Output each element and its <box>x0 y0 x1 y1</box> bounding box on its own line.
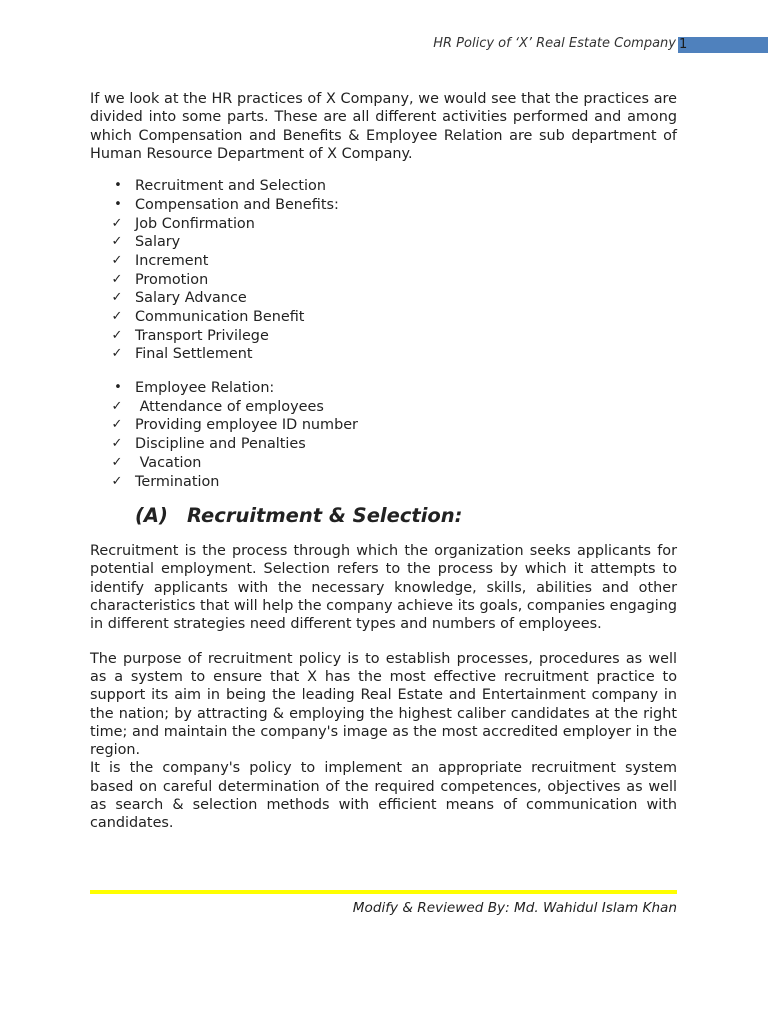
header-title: HR Policy of ‘X’ Real Estate Company <box>433 36 676 51</box>
list-item <box>90 398 677 417</box>
list-item-text: Job Confirmation <box>135 215 255 232</box>
list-item-text: Providing employee ID number <box>135 417 358 434</box>
list-item-text: Attendance of employees <box>135 398 324 415</box>
page-number: 1 <box>678 37 768 53</box>
bullet-icon: • <box>114 380 122 396</box>
page-header <box>0 36 768 54</box>
list-item <box>90 252 677 271</box>
checkmark-icon: ✓ <box>111 327 123 343</box>
checkmark-icon: ✓ <box>111 252 123 268</box>
checkmark-icon: ✓ <box>111 309 123 324</box>
list-item <box>90 215 677 234</box>
checkmark-icon: ✓ <box>111 417 123 433</box>
bullet-icon: • <box>114 196 122 212</box>
list-item <box>90 454 677 473</box>
list-item <box>90 473 677 492</box>
intro-paragraph: If we look at the HR practices of X Company, we would see that the practices are divided into some parts. These are all different activities performed and among which Compensation and Benefits & Employee Relation are sub department of Human Resource Department of X Company. <box>90 91 677 162</box>
list-item-text: Vacation <box>135 454 202 471</box>
checkmark-icon: ✓ <box>111 234 123 250</box>
list-item-text: Final Settlement <box>135 346 253 363</box>
section-heading <box>135 503 677 529</box>
checkmark-icon: ✓ <box>111 215 123 231</box>
purpose-paragraph: The purpose of recruitment policy is to establish processes, procedures as well as a system to ensure that X has the most effective recruitment practice to support its aim in being the leading Real Estate and Entertainment company in the nation; by attracting & employing the highest caliber candidates at the right time; and maintain the company's image as the most accredited employer in the region. <box>90 650 677 759</box>
checkmark-icon: ✓ <box>111 290 123 306</box>
list-item-text: Communication Benefit <box>135 309 305 325</box>
checkmark-icon: ✓ <box>111 454 123 470</box>
list-item-text: Employee Relation: <box>135 380 275 397</box>
list-item <box>90 308 677 327</box>
list-item <box>90 379 677 398</box>
section-number: (A) <box>135 504 168 528</box>
list-item-text: Salary <box>135 234 181 251</box>
footer-credit: Modify & Reviewed By: Md. Wahidul Islam Khan <box>352 900 677 916</box>
list-item-text: Discipline and Penalties <box>135 436 306 453</box>
list-item-text: Termination <box>135 473 220 490</box>
list-item <box>90 271 677 290</box>
recruitment-paragraph: Recruitment is the process through which the organization seeks applicants for potential employment. Selection refers to the process by which it attempts to identify applicants with the necessary knowledge, skills, abilities and other characteristics that will help the company achieve its goals, companies engaging in different strategies need different types and numbers of employees. <box>90 543 677 633</box>
page-body <box>90 90 677 833</box>
list-item <box>90 196 677 215</box>
list-item <box>90 177 677 196</box>
list-item-text: Salary Advance <box>135 290 247 307</box>
bullet-icon: • <box>114 178 122 194</box>
list-item-text: Recruitment and Selection <box>135 178 326 195</box>
list-item-text: Promotion <box>135 271 209 288</box>
list-item <box>90 327 677 346</box>
list-item <box>90 345 677 364</box>
list-item <box>90 416 677 435</box>
list-item-text: Transport Privilege <box>135 327 269 344</box>
section-title: Recruitment & Selection: <box>187 504 463 528</box>
hr-practices-list <box>90 177 677 364</box>
footer-rule <box>90 890 677 894</box>
checkmark-icon: ✓ <box>111 398 123 414</box>
list-item-text: Compensation and Benefits: <box>135 196 339 213</box>
list-item-text: Increment <box>135 252 209 269</box>
checkmark-icon: ✓ <box>111 271 123 287</box>
policy-paragraph: It is the company's policy to implement an appropriate recruitment system based on careful determination of the required competences, objectives as well as search & selection methods with efficient means of communication with candidates. <box>90 760 677 832</box>
employee-relation-list <box>90 379 677 491</box>
list-item <box>90 289 677 308</box>
list-item <box>90 233 677 252</box>
list-item <box>90 435 677 454</box>
checkmark-icon: ✓ <box>111 473 123 489</box>
checkmark-icon: ✓ <box>111 436 123 452</box>
checkmark-icon: ✓ <box>111 346 123 362</box>
